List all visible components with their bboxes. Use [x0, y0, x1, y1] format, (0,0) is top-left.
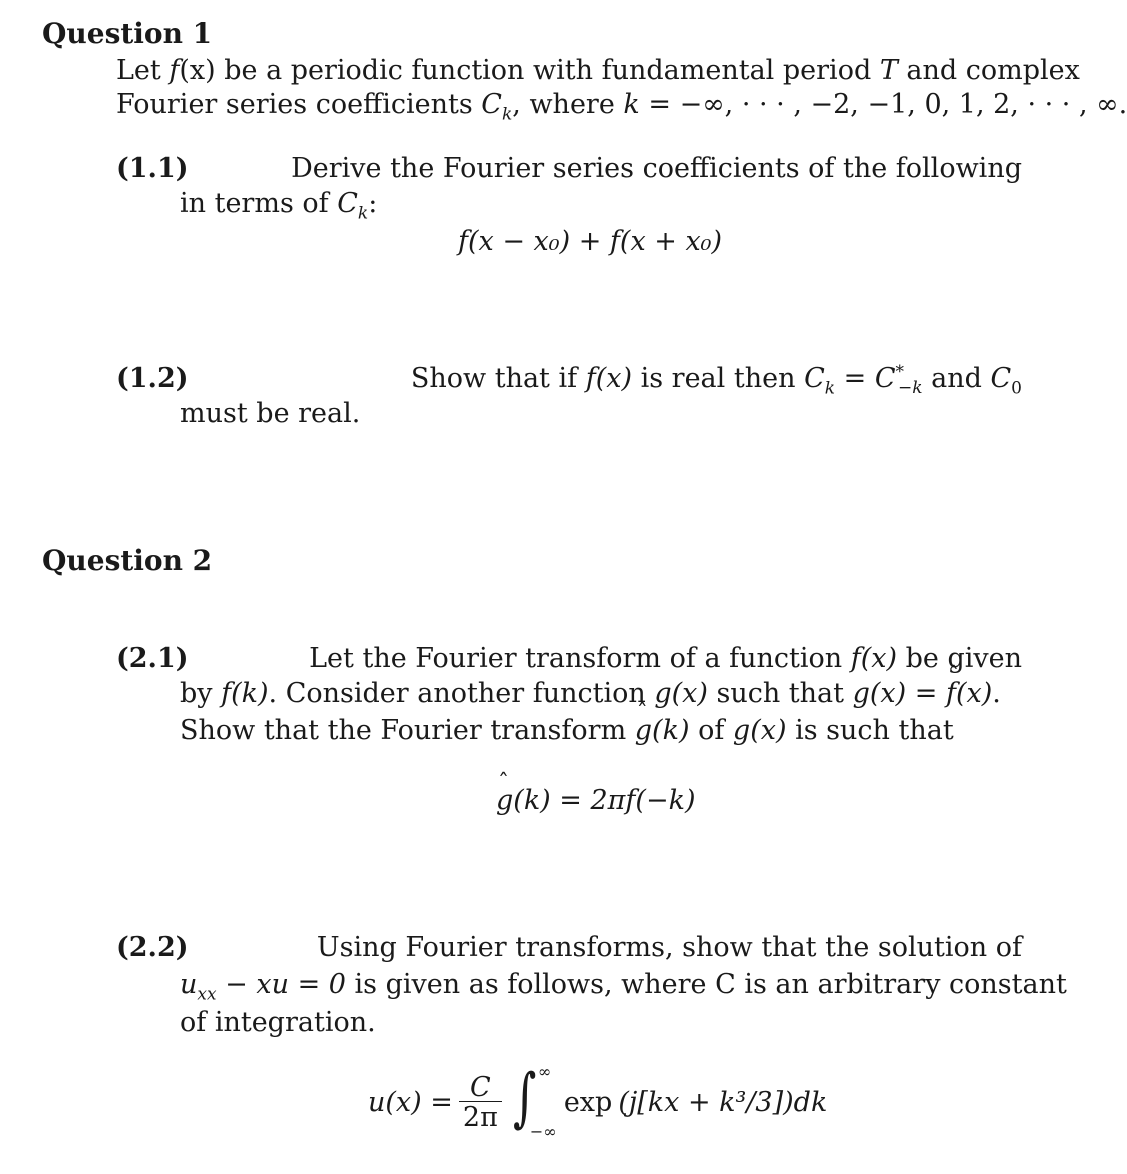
part-1-1-text: Derive the Fourier series coefficients of the following — [291, 153, 1022, 184]
part-2-2-line-1 — [116, 934, 1022, 961]
part-2-1-equation: ˆ g(k) = 2πf(−k) — [496, 787, 695, 814]
question-1-heading: Question 1 — [42, 17, 213, 50]
part-2-1-label: (2.1) — [116, 643, 189, 674]
part-1-2-label: (1.2) — [116, 363, 189, 394]
part-1-2-line-1 — [116, 362, 1022, 399]
fraction-denominator: 2π — [459, 1101, 502, 1131]
part-2-2-line-3: of integration. — [180, 1007, 376, 1038]
part-2-1-line-2: by f(k). Consider another function g(x) such that g(x) = ˆ f(x). — [180, 680, 1022, 707]
equation-lhs: u(x) = — [368, 1086, 453, 1118]
question-2-heading: Question 2 — [42, 544, 213, 577]
integral-lower-limit: −∞ — [529, 1122, 557, 1141]
part-1-2-text: Show that if f(x) is real then $C_k = C^*_{-k}$ and $C_0$ — [410, 362, 1022, 399]
part-2-2-equation — [368, 1062, 827, 1142]
integral-sign-icon: ∫ — [512, 1061, 537, 1135]
fraction — [459, 1071, 502, 1133]
part-2-2-label: (2.2) — [116, 932, 189, 963]
part-1-1-line-2: in terms of $C_k$: — [180, 188, 378, 224]
q1-intro-line-1: Let f(x) be a periodic function with fundamental period T and complex — [116, 55, 1080, 86]
part-2-2-text: Using Fourier transforms, show that the solution of — [316, 932, 1022, 963]
part-1-1-line-1 — [116, 155, 1022, 182]
fraction-numerator: C — [470, 1071, 491, 1103]
part-1-1-label: (1.1) — [116, 153, 189, 184]
q1-intro-line-2: Fourier series coefficients $C_k$, where k = −∞, · · · , −2, −1, 0, 1, 2, · · · , ∞. — [116, 89, 1127, 125]
part-2-1-line-1 — [116, 645, 1022, 672]
part-2-1-text: Let the Fourier transform of a function f(x) be given — [309, 643, 1022, 674]
integral — [508, 1061, 557, 1142]
part-1-2-line-2: must be real. — [180, 398, 361, 429]
integral-upper-limit: ∞ — [537, 1062, 552, 1081]
part-1-1-equation: f(x − x₀) + f(x + x₀) — [458, 226, 723, 257]
exp-function: exp — [563, 1086, 613, 1118]
part-2-2-line-2: $u_{xx}$ − xu = 0 is given as follows, where C is an arbitrary constant — [180, 969, 1067, 1005]
part-2-1-line-3: Show that the Fourier transform ˆ g(k) of g(x) is such that — [180, 717, 954, 744]
exp-argument: (j[kx + k³/3])dk — [618, 1086, 828, 1118]
